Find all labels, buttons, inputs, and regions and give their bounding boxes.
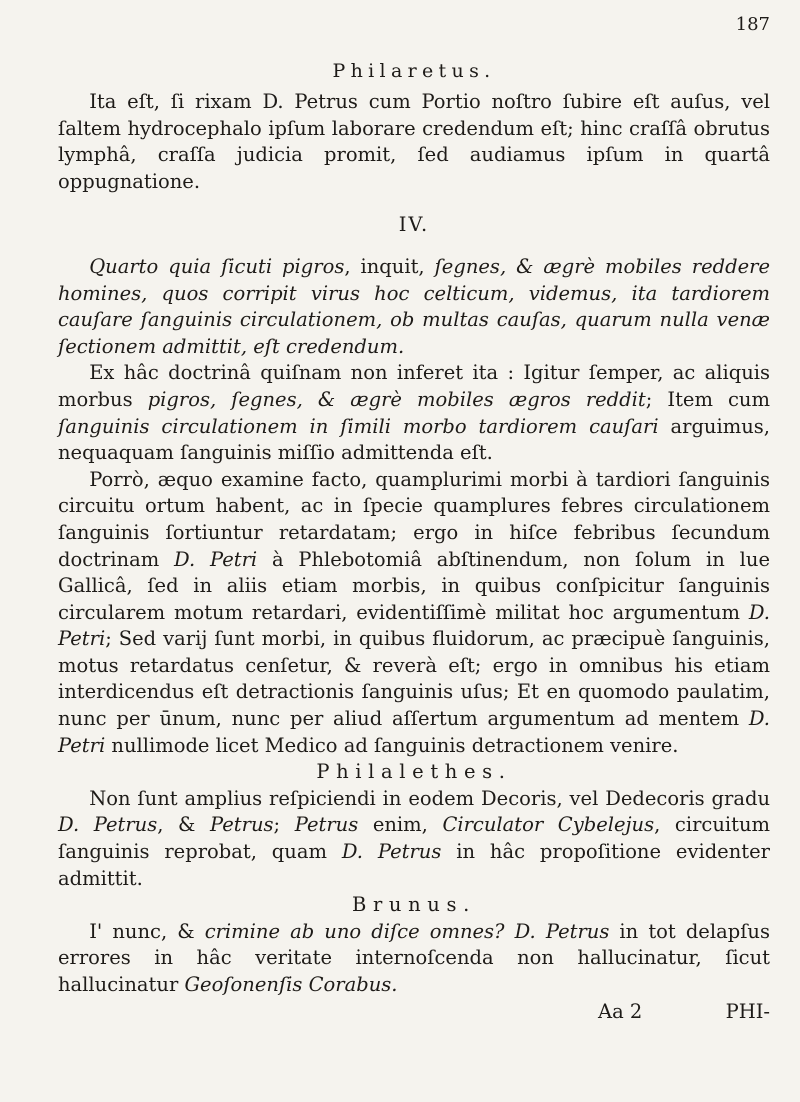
para4-segment: Circulator Cybelejus [442,813,655,837]
paragraph-5 [58,919,770,999]
para3-segment: à Phlebotomiâ abſtinendum, non ſolum in lue Gallicâ, ſed in aliis etiam morbis, in quibus conſpicitur ſanguinis circularem motum retardari, evidentiſſimè militat hoc argumentum [58,547,770,624]
para3-segment: nullimode licet Medico ad ſanguinis detractionem venire. [105,733,679,757]
section-number: IV. [398,213,430,237]
para4-segment: , circuitum ſanguinis reprobat, quam [58,813,771,864]
paragraph-3 [58,467,770,760]
paragraph-1: Ita eſt, ſi rixam D. Petrus cum Portio noſtro ſubire eſt auſus, vel ſaltem hydrocephalo ipſum laborare credendum eſt; hinc craſſâ obrutus lymphâ, craſſa judicia promit, ſed audiamus ipſum in quartâ oppugnatione. [58,90,770,193]
quote-part-2: , inquit, [344,254,435,278]
para4-segment: D. Petrus [341,840,442,864]
book-page [58,0,770,1102]
para4-segment: enim, [358,813,443,837]
para4-segment: Petrus [294,813,359,837]
para4-segment: Non ſunt amplius reſpiciendi in eodem Decoris, vel Dedecoris gradu [89,786,770,810]
para5-segment: Geoſonenſis Corabus. [184,973,398,996]
catchword: PHI- [725,999,770,1023]
speaker-brunus: Brunus. [352,893,476,917]
signature-mark: Aa 2 [598,999,643,1023]
para2-segment: ; Item cum [645,387,770,411]
para2-segment: pigros, ſegnes, & ægrè mobiles ægros reddit [147,387,646,411]
para2-segment: Ex hâc doctrinâ quiſnam non inferet ita : Igitur ſemper, ac aliquis morbus [58,361,770,411]
para3-segment: ; Sed varij ſunt morbi, in quibus fluidorum, ac præcipuè ſanguinis, motus retardatus cenſetur, & reverà eſt; ergo in omnibus his etiam interdicendus eſt detractionis ſanguinis uſus; Et en quomodo paulatim, nunc per ūnum, nunc per aliud aſſertum argumentum ad mentem [58,627,770,731]
speaker-philalethes: Philalethes. [316,760,512,784]
paragraph-4 [58,786,770,892]
para5-segment: in tot delapſus errores in hâc veritate internoſcenda non hallucinatur, ſicut hallucinatur [58,919,770,996]
quoted-proposition [58,254,770,360]
para4-segment: Petrus [210,813,274,837]
para3-segment: D. Petri [58,707,770,757]
para4-segment: in hâc propoſitione evidenter admittit. [58,840,770,890]
para5-segment: crimine ab uno diſce omnes? D. Petrus [204,919,610,943]
page-footer [58,999,770,1027]
para5-segment: I' nunc, & [89,919,205,943]
para3-segment: D. Petri [174,547,258,571]
quote-part-3: ſegnes, & ægrè mobiles reddere homines, quos corripit virus hoc celticum, videmus, ita tardiorem cauſare ſanguinis circulationem, ob multas cauſas, quarum nulla venæ ſectionem admittit, eſt credendum. [58,254,770,358]
para4-segment: , & [157,813,211,837]
para2-segment: arguimus, nequaquam ſanguinis miſſio admittenda eſt. [58,414,770,465]
para4-segment: D. Petrus [58,813,158,837]
page-body [58,89,770,1027]
page-number: 187 [735,14,770,35]
quote-part-1: Quarto quia ſicuti pigros [89,254,345,278]
paragraph-2 [58,360,770,466]
para2-segment: ſanguinis circulationem in ſimili morbo tardiorem cauſari [58,414,659,438]
para3-segment: D. Petri [58,600,770,651]
para4-segment: ; [273,813,295,837]
running-head: Philaretus. [332,60,496,82]
para3-segment: Porrò, æquo examine facto, quamplurimi morbi à tardiori ſanguinis circuitu ortum habent, ac in ſpecie quamplures febres circulationem ſanguinis ſortiuntur retardatam; ergo in hiſce febribus ſecundum doctrinam [58,467,770,571]
